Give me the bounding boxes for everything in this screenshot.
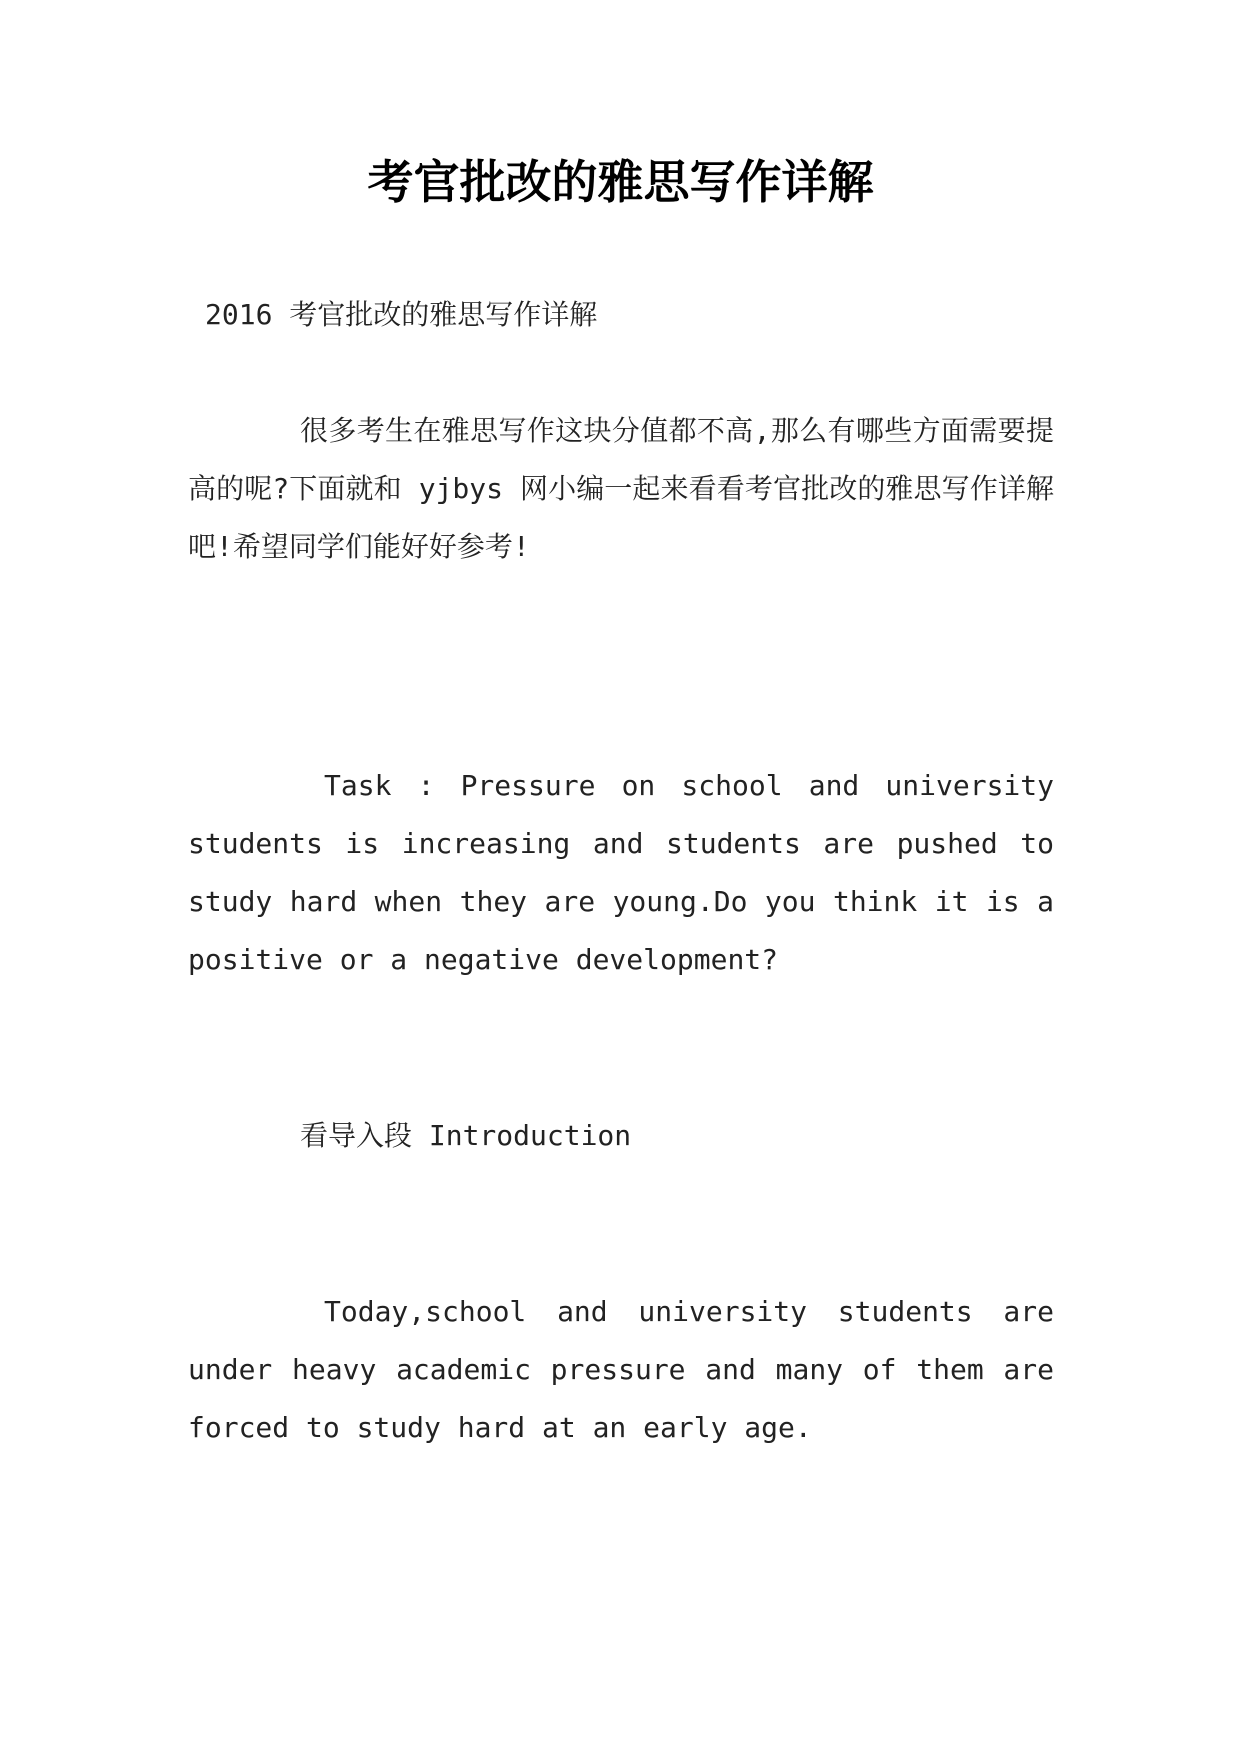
task-paragraph: Task : Pressure on school and university students is increasing and students are pushed to study hard when they are young.Do you think it is a positive or a negative development?	[188, 769, 1054, 976]
document-title: 考官批改的雅思写作详解	[367, 155, 874, 209]
section-heading-introduction: 看导入段 Introduction	[300, 1119, 632, 1152]
document-subtitle: 2016 考官批改的雅思写作详解	[205, 298, 598, 331]
introduction-paragraph: Today,school and university students are under heavy academic pressure and many of them are forced to study hard at an early age.	[188, 1295, 1054, 1444]
intro-paragraph: 很多考生在雅思写作这块分值都不高,那么有哪些方面需要提高的呢?下面就和 yjbys 网小编一起来看看考官批改的雅思写作详解吧!希望同学们能好好参考!	[188, 414, 1054, 563]
